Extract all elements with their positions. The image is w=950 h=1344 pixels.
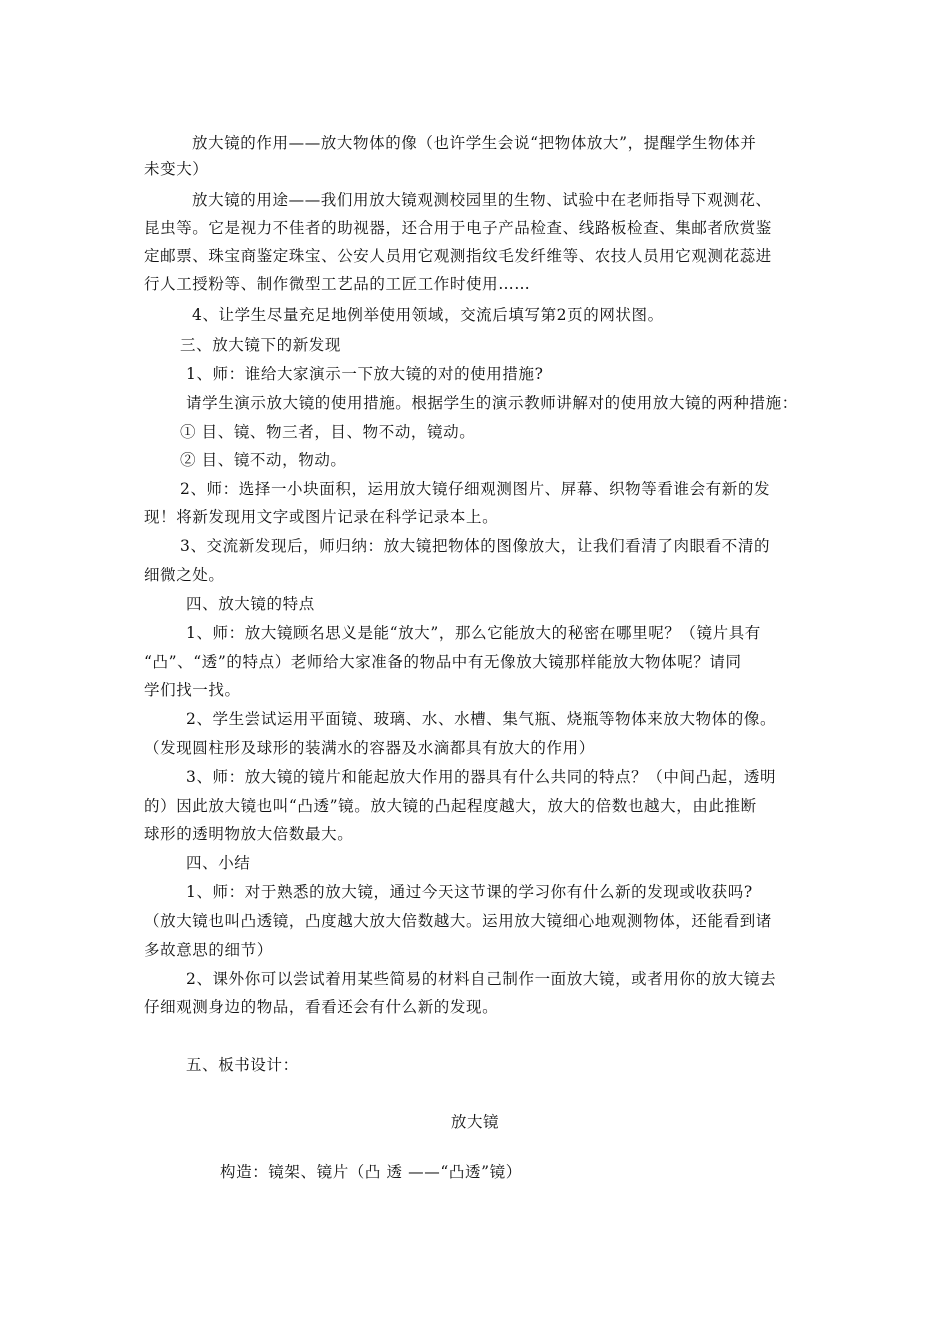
feature-item-3: 3、师：放大镜的镜片和能起放大作用的器具有什么共同的特点？（中间凸起，透明 xyxy=(186,768,777,786)
section-heading-3: 三、放大镜下的新发现 xyxy=(180,336,342,354)
feature-item-3-line2: 的）因此放大镜也叫“凸透”镜。放大镜的凸起程度越大，放大的倍数也越大，由此推断 xyxy=(144,797,757,815)
paragraph-lens-function-cont: 未变大） xyxy=(144,160,209,178)
method-2: ② 目、镜不动，物动。 xyxy=(180,451,347,469)
paragraph-lens-uses-line4: 行人工授粉等、制作微型工艺品的工匠工作时使用…… xyxy=(144,275,531,293)
board-title: 放大镜 xyxy=(450,1113,500,1131)
feature-item-2-note: （发现圆柱形及球形的装满水的容器及水滴都具有放大的作用） xyxy=(144,739,595,757)
summary-item-2-cont: 仔细观测身边的物品，看看还会有什么新的发现。 xyxy=(144,998,499,1016)
section-heading-summary: 四、小结 xyxy=(186,854,251,872)
summary-item-1: 1、师：对于熟悉的放大镜，通过今天这节课的学习你有什么新的发现或收获吗? xyxy=(186,883,753,901)
board-structure: 构造：镜架、镜片（凸 透 ——“凸透”镜） xyxy=(220,1163,522,1181)
item-2-observe-cont: 现！将新发现用文字或图片记录在科学记录本上。 xyxy=(144,508,499,526)
section-heading-4: 四、放大镜的特点 xyxy=(186,595,315,613)
paragraph-lens-function: 放大镜的作用——放大物体的像（也许学生会说“把物体放大”，提醒学生物体并 xyxy=(192,134,757,152)
method-1: ① 目、镜、物三者，目、物不动，镜动。 xyxy=(180,423,476,441)
item-3-summary-cont: 细微之处。 xyxy=(144,566,225,584)
paragraph-lens-uses: 放大镜的用途——我们用放大镜观测校园里的生物、试验中在老师指导下观测花、 xyxy=(192,191,772,209)
paragraph-lens-uses-line3: 定邮票、珠宝商鉴定珠宝、公安人员用它观测指纹毛发纤维等、农技人员用它观测花蕊进 xyxy=(144,247,772,265)
paragraph-lens-uses-line2: 昆虫等。它是视力不佳者的助视器，还合用于电子产品检查、线路板检查、集邮者欣赏鉴 xyxy=(144,219,772,237)
summary-item-1-note-cont: 多故意思的细节） xyxy=(144,941,273,959)
item-3-summary: 3、交流新发现后，师归纳：放大镜把物体的图像放大，让我们看清了肉眼看不清的 xyxy=(180,537,771,555)
item-demo-methods: 请学生演示放大镜的使用措施。根据学生的演示教师讲解对的使用放大镜的两种措施： xyxy=(186,394,798,412)
section-heading-board-design: 五、板书设计： xyxy=(186,1056,299,1074)
feature-item-1-line3: 学们找一找。 xyxy=(144,681,241,699)
feature-item-1: 1、师：放大镜顾名思义是能“放大”，那么它能放大的秘密在哪里呢？（镜片具有 xyxy=(186,624,761,642)
item-1-teacher-question: 1、师：谁给大家演示一下放大镜的对的使用措施? xyxy=(186,365,544,383)
summary-item-2: 2、课外你可以尝试着用某些简易的材料自己制作一面放大镜，或者用你的放大镜去 xyxy=(186,970,777,988)
step-4: 4、让学生尽量充足地例举使用领域，交流后填写第2页的网状图。 xyxy=(192,306,664,324)
feature-item-2: 2、学生尝试运用平面镜、玻璃、水、水槽、集气瓶、烧瓶等物体来放大物体的像。 xyxy=(186,710,777,728)
feature-item-1-line2: “凸”、“透”的特点）老师给大家准备的物品中有无像放大镜那样能放大物体呢？请同 xyxy=(144,653,742,671)
summary-item-1-note: （放大镜也叫凸透镜，凸度越大放大倍数越大。运用放大镜细心地观测物体，还能看到诸 xyxy=(144,912,772,930)
item-2-observe: 2、师：选择一小块面积，运用放大镜仔细观测图片、屏幕、织物等看谁会有新的发 xyxy=(180,480,771,498)
feature-item-3-line3: 球形的透明物放大倍数最大。 xyxy=(144,825,354,843)
